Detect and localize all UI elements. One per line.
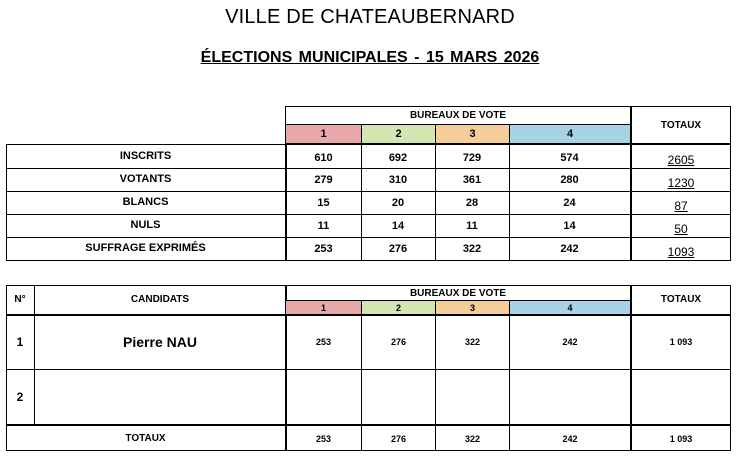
candidate-num: 1 [16,335,24,349]
footer-grand-total: 1 093 [669,433,693,444]
totals-header-2: TOTAUX [660,294,702,305]
bureau-2-header-2: 2 [362,301,435,314]
bureau-4-header-2: 4 [510,301,630,314]
footer-totals-label: TOTAUX [125,433,166,444]
cell: 11 [317,220,330,232]
total-votants: 1230 [667,176,695,190]
row-label-inscrits: INSCRITS [119,149,172,162]
cell: 11 [466,220,478,232]
cell: 322 [462,243,482,255]
cell: 692 [388,151,408,164]
cell: 310 [388,174,408,186]
cell: 279 [314,174,333,186]
page-subtitle: ÉLECTIONS MUNICIPALES - 15 MARS 2026 [200,49,540,66]
row-label-votants: VOTANTS [119,173,172,185]
bureau-2-header: 2 [361,124,435,143]
total-inscrits: 2605 [667,152,695,167]
bureau-4-header: 4 [509,124,630,143]
cell: 242 [562,433,578,444]
cell: 322 [464,433,481,444]
page-title: VILLE DE CHATEAUBERNARD [225,6,515,28]
cell: 242 [560,243,579,255]
cell: 15 [317,197,330,209]
cell: 253 [315,433,332,444]
cell: 280 [560,174,579,186]
total-blancs: 87 [674,199,688,213]
cell: 322 [464,337,481,347]
row-label-nuls: NULS [130,219,161,231]
cell: 242 [562,337,578,347]
cell: 14 [391,220,405,232]
candidates-header: CANDIDATS [130,294,190,305]
bureau-1-header: 1 [286,124,361,143]
cell: 610 [314,151,333,164]
cell: 276 [390,433,407,444]
cell: 729 [462,151,482,164]
total-nuls: 50 [674,222,688,236]
candidate-total: 1 093 [669,337,693,347]
candidate-name [35,370,285,424]
cell: 24 [563,197,576,209]
cell: 20 [391,197,405,209]
bureau-3-header-2: 3 [436,301,509,314]
cell: 276 [388,243,408,255]
cell: 276 [390,337,407,347]
cell: 253 [315,337,332,347]
bureau-3-header: 3 [435,124,509,143]
row-label-blancs: BLANCS [122,196,169,208]
bureaux-header: BUREAUX DE VOTE [409,110,507,121]
row-label-exprimes: SUFFRAGE EXPRIMÉS [85,242,206,254]
cell: 574 [560,151,579,164]
cell: 361 [462,174,482,186]
bureaux-header-2: BUREAUX DE VOTE [409,287,507,299]
totals-header: TOTAUX [631,106,731,144]
total-exprimes: 1093 [667,245,695,259]
cell: 14 [563,220,576,232]
num-header: N° [14,294,26,305]
cell: 253 [314,243,333,255]
candidate-name: Pierre NAU [123,334,197,350]
cell: 28 [465,197,479,209]
candidate-num: 2 [16,390,24,404]
bureau-1-header-2: 1 [286,301,361,314]
